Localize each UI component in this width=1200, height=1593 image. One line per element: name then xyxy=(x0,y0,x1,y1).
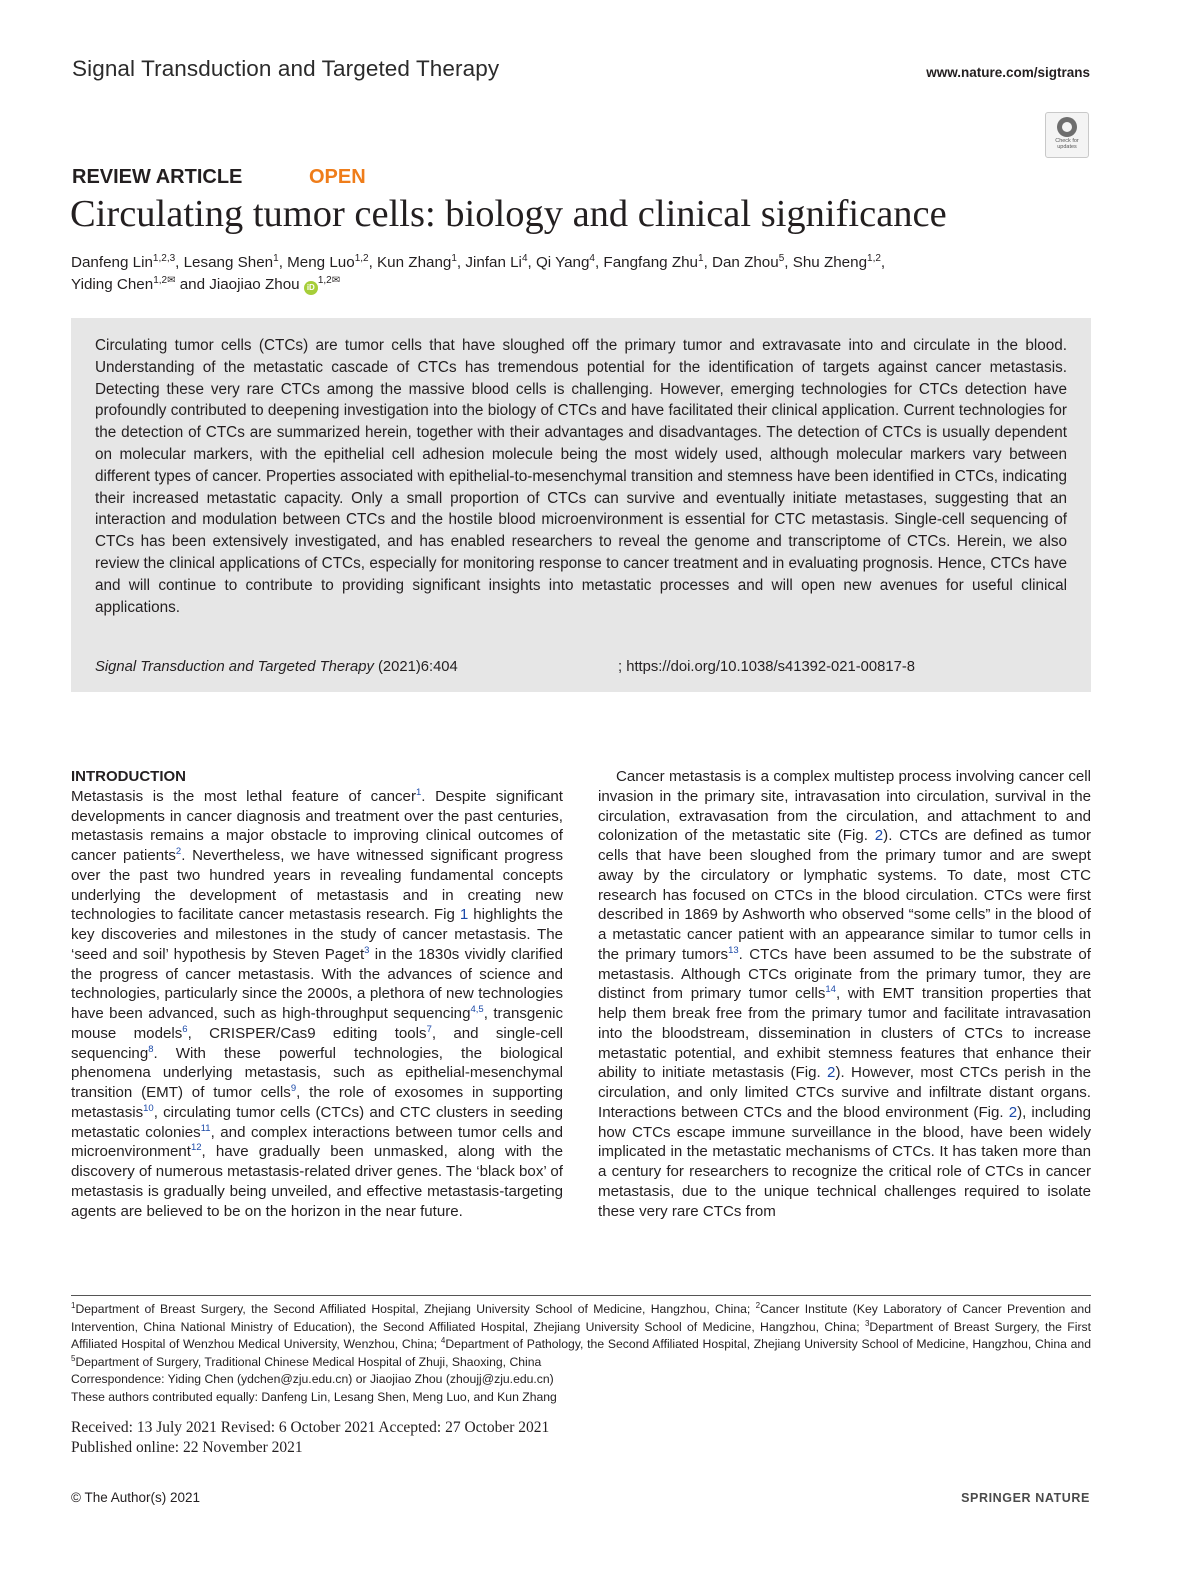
author-affiliation-sup: 1,2✉ xyxy=(153,274,176,286)
publisher-logo: SPRINGER NATURE xyxy=(961,1491,1090,1505)
doi-link[interactable]: ; https://doi.org/10.1038/s41392-021-00817-8 xyxy=(618,659,915,675)
author-list xyxy=(71,252,1111,296)
intro-paragraph-2: Cancer metastasis is a complex multistep process involving cancer cell invasion in the primary site, intravasation into circulation, survival in the circulation, extravasation from the circulation, and attachment to and colonization of the metastatic site (Fig. 2). CTCs are defined as tumor cells that have been sloughed from the primary tumor and are swept away by the circulatory or lymphatic systems. To date, most CTC research has focused on CTCs in the blood circulation. CTCs were first described in 1869 by Ashworth who observed “some cells” in the blood of a metastatic cancer patient with an appearance similar to tumor cells in the primary tumors$^{13}$. CTCs have been assumed to be the substrate of metastasis. Although CTCs originate from the primary tumor, they are distinct from primary tumor cells$^{14}$, with EMT transition properties that help them break free from the primary tumor and facilitate intravasation into the bloodstream, dissemination in clusters of CTCs to increase metastatic potential, and exhibit stemness features that enhance their ability to initiate metastasis (Fig. 2). However, most CTCs perish in the circulation, and only limited CTCs survive and infiltrate distant organs. Interactions between CTCs and the blood environment (Fig. 2), including how CTCs escape immune surveillance in the blood, have been widely implicated in the metastatic mechanisms of CTCs. It has taken more than a century for researchers to recognize the critical role of CTCs in cancer metastasis, due to the unique technical challenges required to isolate these very rare CTCs from xyxy=(598,768,1091,1220)
published-online: Published online: 22 November 2021 xyxy=(71,1439,303,1456)
figure-link[interactable]: 2 xyxy=(1008,1103,1018,1121)
author-name[interactable]: , Meng Luo xyxy=(278,254,355,271)
body-column-left xyxy=(71,767,563,1221)
reference-link[interactable]: 2 xyxy=(175,845,182,857)
author-affiliation-sup: 1,2 xyxy=(354,252,369,264)
author-affiliation-sup: 1,2 xyxy=(867,252,881,264)
author-affiliation-sup: 1 xyxy=(273,252,279,264)
article-dates xyxy=(71,1418,549,1458)
article-type: REVIEW ARTICLE xyxy=(72,166,243,188)
reference-link[interactable]: 14 xyxy=(825,984,836,996)
reference-link[interactable]: 13 xyxy=(728,944,739,956)
check-for-updates-label: Check for updates xyxy=(1055,138,1079,150)
figure-link[interactable]: 1 xyxy=(459,906,469,924)
citation-journal: Signal Transduction and Targeted Therapy xyxy=(95,659,374,675)
reference-link[interactable]: 1 xyxy=(415,786,422,798)
correspondence-note: Correspondence: Yiding Chen (ydchen@zju.edu.cn) or Jiaojiao Zhou (zhoujj@zju.edu.cn) xyxy=(71,1372,554,1387)
author-name[interactable]: , Qi Yang xyxy=(527,254,590,271)
reference-link[interactable]: 9 xyxy=(290,1082,297,1094)
article-citation xyxy=(95,659,458,675)
check-for-updates-badge[interactable] xyxy=(1045,112,1089,158)
author-name[interactable]: , Shu Zheng xyxy=(784,254,868,271)
author-name[interactable]: , Jinfan Li xyxy=(456,254,522,271)
reference-link[interactable]: 3 xyxy=(364,944,370,956)
figure-link[interactable]: 2 xyxy=(874,827,884,845)
reference-link[interactable]: 11 xyxy=(200,1122,211,1134)
author-name[interactable]: , Fangfang Zhu xyxy=(594,254,698,271)
author-affiliation-sup: 5 xyxy=(778,252,785,264)
reference-link[interactable]: 7 xyxy=(426,1023,432,1035)
author-affiliation-sup: 4 xyxy=(589,252,595,264)
orcid-icon[interactable]: iD xyxy=(304,281,318,295)
reference-link[interactable]: 12 xyxy=(190,1142,202,1154)
figure-link[interactable]: 2 xyxy=(827,1064,836,1082)
author-name[interactable]: and Jiaojiao Zhou xyxy=(175,276,304,293)
reference-link[interactable]: 6 xyxy=(182,1023,188,1035)
reference-link[interactable]: 10 xyxy=(143,1102,154,1114)
footnote-divider xyxy=(71,1295,1091,1296)
received-revised-accepted: Received: 13 July 2021 Revised: 6 October 2021 Accepted: 27 October 2021 xyxy=(71,1419,550,1436)
body-column-right xyxy=(598,767,1091,1221)
author-name[interactable]: Yiding Chen xyxy=(71,276,154,293)
author-name[interactable]: , Dan Zhou xyxy=(703,254,779,271)
affiliations-footnote xyxy=(71,1301,1091,1407)
abstract-text: Circulating tumor cells (CTCs) are tumor cells that have sloughed off the primary tumor and extravasate into and circulate in the blood. Understanding of the metastatic cascade of CTCs has tremendous potential for the identification of targets against cancer metastasis. Detecting these very rare CTCs among the massive blood cells is challenging. However, emerging technologies for CTCs detection have profoundly contributed to deepening investigation into the biology of CTCs and have facilitated their clinical application. Current technologies for the detection of CTCs are summarized herein, together with their advantages and disadvantages. The detection of CTCs is usually dependent on molecular markers, with the epithelial cell adhesion molecule being the most widely used, although molecular markers vary between different types of cancer. Properties associated with epithelial-to-mesenchymal transition and stemness have been identified in CTCs, indicating their increased metastatic capacity. Only a small proportion of CTCs can survive and eventually initiate metastases, suggesting that an interaction and modulation between CTCs and the hostile blood microenvironment is essential for CTC metastasis. Single-cell sequencing of CTCs has been extensively investigated, and has enabled researchers to reveal the genome and transcriptome of CTCs. Herein, we also review the clinical applications of CTCs, especially for monitoring response to cancer treatment and in evaluating prognosis. Hence, CTCs have and will continue to contribute to providing significant insights into metastatic processes and will open new avenues for useful clinical applications. xyxy=(95,337,1067,616)
equal-contribution-note: These authors contributed equally: Danfeng Lin, Lesang Shen, Meng Luo, and Kun Zhang xyxy=(71,1389,557,1404)
article-title: Circulating tumor cells: biology and clinical significance xyxy=(70,193,947,235)
reference-link[interactable]: 8 xyxy=(148,1043,154,1055)
section-heading-introduction: INTRODUCTION xyxy=(71,768,186,785)
affiliation-list: $^1$Department of Breast Surgery, the Second Affiliated Hospital, Zhejiang University School of Medicine, Hangzhou, China; $^2$Cancer Institute (Key Laboratory of Cancer Prevention and Intervention, China National Ministry of Education), the Second Affiliated Hospital, Zhejiang University School of Medicine, Hangzhou, China; $^3$Department of Breast Surgery, the First Affiliated Hospital of Wenzhou Medical University, Wenzhou, China; $^4$Department of Pathology, the Second Affiliated Hospital, Zhejiang University School of Medicine, Hangzhou, China and $^5$Department of Surgery, Traditional Chinese Medical Hospital of Zhuji, Shaoxing, China xyxy=(71,1300,1091,1369)
copyright-notice: © The Author(s) 2021 xyxy=(71,1490,201,1505)
author-affiliation-sup: 1,2✉ xyxy=(317,274,341,286)
update-check-icon xyxy=(1057,117,1077,137)
author-separator: , xyxy=(880,254,886,271)
author-affiliation-sup: 1,2,3 xyxy=(152,252,176,264)
author-name[interactable]: Danfeng Lin xyxy=(71,254,153,271)
intro-paragraph-1: Metastasis is the most lethal feature of cancer$^1$. Despite significant developments in cancer diagnosis and treatment over the past centuries, metastasis remains a major obstacle to improving clinical outcomes of cancer patients$^2$. Nevertheless, we have witnessed significant progress over the past two hundred years in revealing fundamental concepts underlying the development of metastasis and in creating new technologies to facilitate cancer metastasis research. Fig 1 highlights the key discoveries and milestones in the study of cancer metastasis. The ‘seed and soil’ hypothesis by Steven Paget$^3$ in the 1830s vividly clarified the progress of cancer metastasis. With the advances of science and technologies, particularly since the 2000s, a plethora of new technologies have been advanced, such as high-throughput sequencing$^{4,5}$, transgenic mouse models$^6$, CRISPER/Cas9 editing tools$^7$, and single-cell sequencing$^8$. With these powerful technologies, the biological phenomena underlying metastasis, such as epithelial-mesenchymal transition (EMT) of tumor cells$^9$, the role of exosomes in supporting metastasis$^{10}$, circulating tumor cells (CTCs) and CTC clusters in seeding metastatic colonies$^{11}$, and complex interactions between tumor cells and microenvironment$^{12}$, have gradually been unmasked, along with the discovery of numerous metastasis-related driver genes. The ‘black box’ of metastasis is gradually being unveiled, and effective metastasis-targeting agents are believed to be on the horizon in the near future. xyxy=(71,786,563,1220)
author-name[interactable]: , Kun Zhang xyxy=(368,254,452,271)
journal-name: Signal Transduction and Targeted Therapy xyxy=(72,56,500,81)
reference-link[interactable]: 4,5 xyxy=(470,1003,484,1015)
journal-url-link[interactable]: www.nature.com/sigtrans xyxy=(926,65,1090,80)
author-affiliation-sup: 4 xyxy=(521,252,528,264)
open-access-label: OPEN xyxy=(309,166,366,188)
citation-volume: (2021)6:404 xyxy=(373,659,458,675)
author-name[interactable]: , Lesang Shen xyxy=(175,254,274,271)
author-affiliation-sup: 1 xyxy=(698,252,704,264)
author-affiliation-sup: 1 xyxy=(451,252,457,264)
